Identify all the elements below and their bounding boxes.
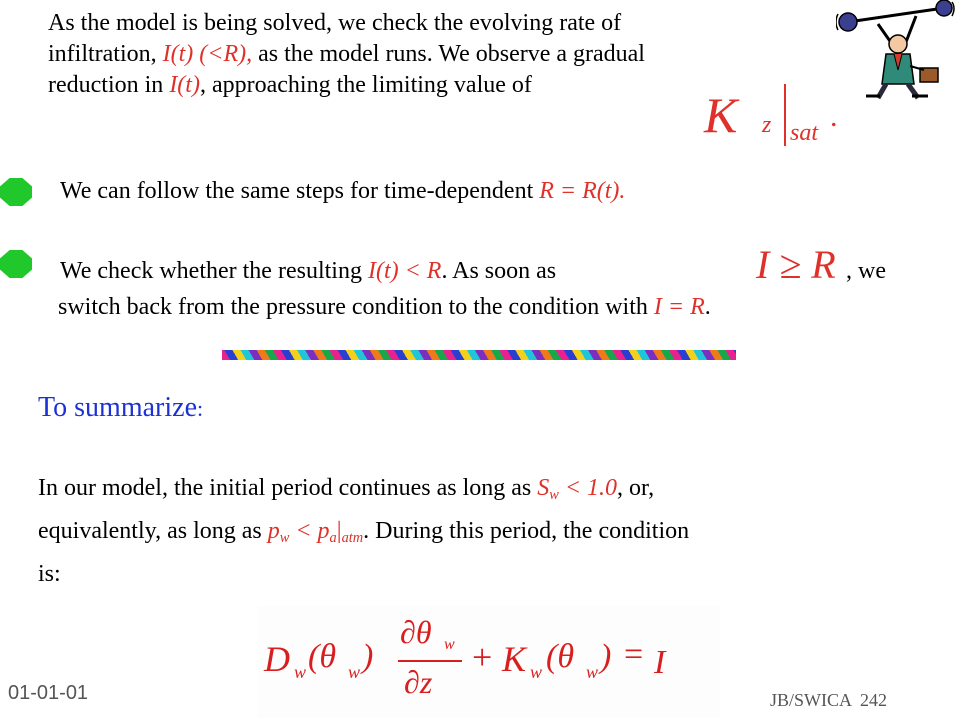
- formula-sub-z: z: [762, 112, 772, 138]
- decorative-divider: [222, 350, 736, 360]
- bullet-2-line-1: We check whether the resulting I(t) < R. As soon as: [60, 258, 557, 284]
- evaluation-bar: [784, 84, 786, 146]
- intro-line-3: reduction in I(t), approaching the limiting value of: [48, 72, 532, 98]
- weightlifter-businessman-icon: [836, 0, 956, 100]
- fraction-bar: [398, 660, 462, 662]
- time-dependent-r: R = R(t).: [539, 178, 626, 204]
- formula-period: .: [830, 100, 838, 133]
- intro-line-1: As the model is being solved, we check the evolving rate of: [48, 10, 622, 36]
- formula-sub-sat: sat: [790, 120, 819, 146]
- intro-paragraph: [48, 8, 645, 101]
- octagon-bullet-icon: [0, 178, 32, 206]
- i-equals-r: I = R: [653, 294, 705, 320]
- saturated-conductivity-formula: [700, 80, 850, 152]
- summary-line-1: In our model, the initial period continues as long as $S_w < 1.0$, or,: [38, 475, 655, 503]
- slide-credit: JB/SWICA 242: [770, 690, 888, 710]
- formula-k: K: [704, 87, 738, 143]
- bullet-1-text: We can follow the same steps for time-dependent R = R(t).: [60, 178, 626, 204]
- i-less-than-r: I(t) < R: [367, 258, 442, 284]
- slide-date: 01-01-01: [8, 682, 89, 704]
- eq-i: I: [654, 644, 666, 681]
- eq-k: K: [502, 639, 527, 679]
- eq-numerator: ∂θ: [400, 614, 432, 650]
- summary-line-3: is:: [38, 561, 61, 587]
- i-geq-r-formula: I ≥ R: [756, 242, 836, 287]
- summary-paragraph: [38, 470, 689, 592]
- bullet-2-line-2: switch back from the pressure condition to the condition with I = R.: [58, 294, 711, 320]
- boundary-condition-equation: D w (θ w ) ∂θ w ∂z + K w (θ w ) = I: [258, 606, 720, 718]
- summary-line-2: equivalently, as long as $p_w < p_a|_{atm}$. During this period, the condition: [38, 518, 690, 546]
- intro-line-2: infiltration, I(t) (<R), as the model runs. We observe a gradual: [48, 41, 645, 67]
- summary-heading: To summarize:: [38, 392, 204, 423]
- eq-d: D: [264, 639, 290, 679]
- infiltration-rate-symbol: I(t): [169, 72, 200, 98]
- eq-denominator: ∂z: [404, 664, 433, 700]
- infiltration-rate-expression: I(t) (<R),: [162, 41, 253, 67]
- octagon-bullet-icon: [0, 250, 32, 278]
- bullet-2-line-1-end: , we: [846, 258, 886, 284]
